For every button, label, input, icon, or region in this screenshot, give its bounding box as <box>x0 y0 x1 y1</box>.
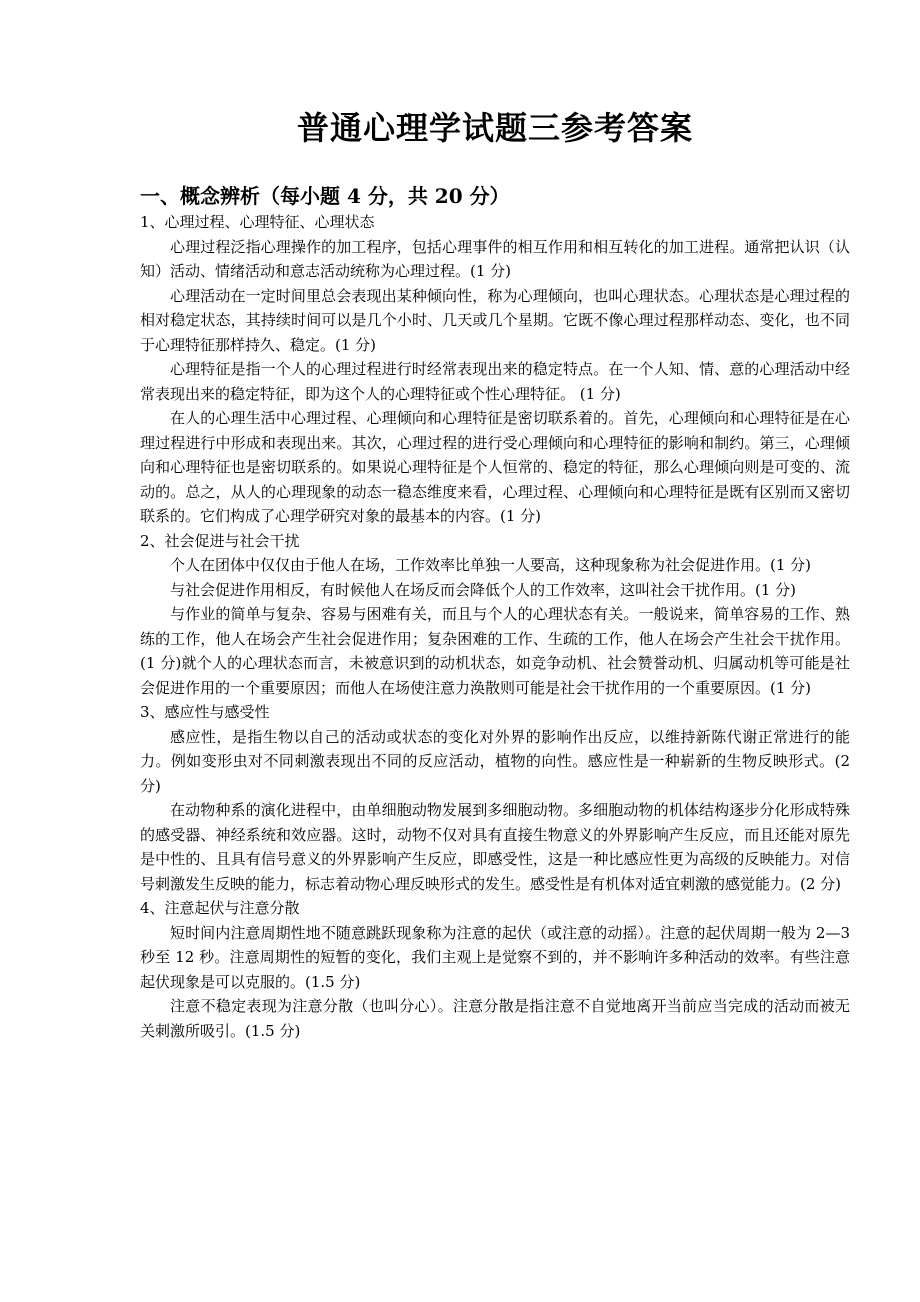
item-3 <box>140 700 850 896</box>
item-4 <box>140 896 850 1043</box>
section-heading: 一、概念辨析（每小题 4 分，共 20 分） <box>140 184 510 208</box>
paragraph: 注意不稳定表现为注意分散（也叫分心）。注意分散是指注意不自觉地离开当前应当完成的活动而被无关刺激所吸引。(1.5 分) <box>140 997 850 1040</box>
item-2 <box>140 529 850 701</box>
item-heading: 4、注意起伏与注意分散 <box>140 899 300 917</box>
item-heading: 2、社会促进与社会干扰 <box>140 531 300 550</box>
item-heading: 3、感应性与感受性 <box>140 703 270 721</box>
paragraph: 感应性，是指生物以自己的活动或状态的变化对外界的影响作出反应，以维持新陈代谢正常进行的能力。例如变形虫对不同刺激表现出不同的反应活动，植物的向性。感应性是一种崭新的生物反映形式。(2 分) <box>140 727 850 795</box>
paragraph: 心理过程泛指心理操作的加工程序，包括心理事件的相互作用和相互转化的加工进程。通常把认识（认知）活动、情绪活动和意志活动统称为心理过程。(1 分) <box>140 237 850 280</box>
paragraph: 在动物种系的演化进程中，由单细胞动物发展到多细胞动物。多细胞动物的机体结构逐步分化形成特殊的感受器、神经系统和效应器。这时，动物不仅对具有直接生物意义的外界影响产生反应，而且还能对原先是中性的、且具有信号意义的外界影响产生反应，即感受性，这是一种比感应性更为高级的反映能力。对信号刺激发生反映的能力，标志着动物心理反映形式的发生。感受性是有机体对适宜刺激的感觉能力。(2 分) <box>140 801 850 893</box>
paragraph: 心理特征是指一个人的心理过程进行时经常表现出来的稳定特点。在一个人知、情、意的心理活动中经常表现出来的稳定特征，即为这个人的心理特征或个性心理特征。 (1 分) <box>140 360 850 403</box>
document-title: 普通心理学试题三参考答案 <box>296 109 693 147</box>
paragraph: 与社会促进作用相反，有时候他人在场反而会降低个人的工作效率，这叫社会干扰作用。(1 分) <box>170 580 797 599</box>
paragraph: 与作业的简单与复杂、容易与困难有关，而且与个人的心理状态有关。一般说来，简单容易的工作、熟练的工作，他人在场会产生社会促进作用；复杂困难的工作、生疏的工作，他人在场会产生社会干扰作用。(1 分)就个人的心理状态而言，未被意识到的动机状态，如竞争动机、社会赞誉动机、归属动机等可能是社会促进作用的一个重要原因；而他人在场使注意力涣散则可能是社会干扰作用的一个重要原因。(1 分) <box>140 605 850 697</box>
paragraph: 心理活动在一定时间里总会表现出某种倾向性，称为心理倾向，也叫心理状态。心理状态是心理过程的相对稳定状态，其持续时间可以是几个小时、几天或几个星期。它既不像心理过程那样动态、变化，也不同于心理特征那样持久、稳定。(1 分) <box>140 286 850 354</box>
item-heading: 1、心理过程、心理特征、心理状态 <box>140 213 375 231</box>
paragraph: 短时间内注意周期性地不随意跳跃现象称为注意的起伏（或注意的动摇）。注意的起伏周期一般为 2—3 秒至 12 秒。注意周期性的短暂的变化，我们主观上是觉察不到的，并不影响许多种活动的效率。有些注意起伏现象是可以克服的。(1.5 分) <box>140 923 850 991</box>
paragraph: 在人的心理生活中心理过程、心理倾向和心理特征是密切联系着的。首先，心理倾向和心理特征是在心理过程进行中形成和表现出来。其次，心理过程的进行受心理倾向和心理特征的影响和制约。第三，心理倾向和心理特征也是密切联系的。如果说心理特征是个人恒常的、稳定的特征，那么心理倾向则是可变的、流动的。总之，从人的心理现象的动态一稳态维度来看，心理过程、心理倾向和心理特征是既有区别而又密切联系的。它们构成了心理学研究对象的最基本的内容。(1 分) <box>140 409 850 525</box>
item-1 <box>140 210 850 529</box>
document-page <box>140 0 850 1043</box>
paragraph: 个人在团体中仅仅由于他人在场，工作效率比单独一人要高，这种现象称为社会促进作用。(1 分) <box>170 556 812 574</box>
